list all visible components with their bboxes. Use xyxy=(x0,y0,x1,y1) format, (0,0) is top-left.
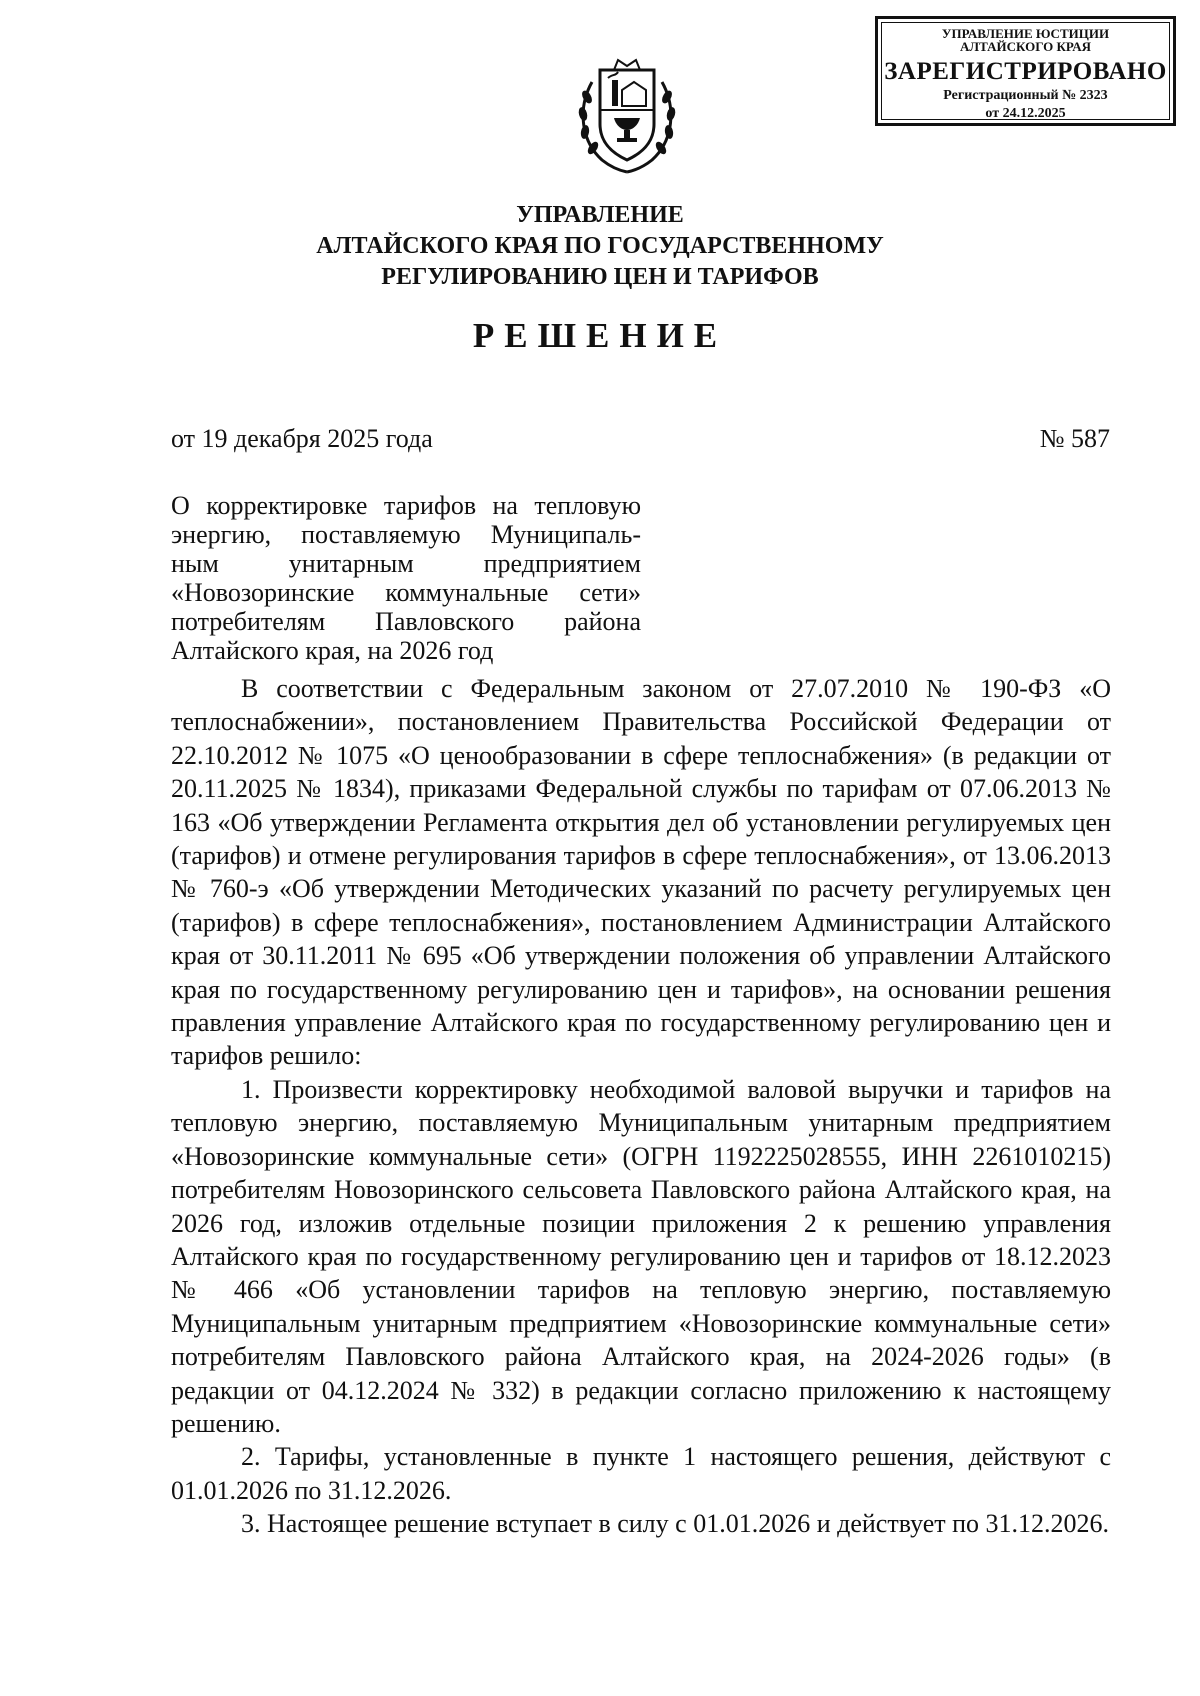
document-date: от 19 декабря 2025 года xyxy=(171,424,433,453)
document-subject: О корректировке тарифов на тепловую энергию, поставляемую Муниципаль- ным унитарным предприятием «Новозоринские коммунальные сети» потребителям Павловского района Алтайского края, на 2026 год xyxy=(171,491,641,665)
clause-1-paragraph: 1. Произвести корректировку необходимой валовой выручки и тарифов на тепловую энергию, поставляемую Муниципальным унитарным предприятием «Новозоринские коммунальные сети» (ОГРН 1192225028555, ИНН 2261010215) потребителям Новозоринского сельсовета Павловского района Алтайского края, на 2026 год, изложив отдельные позиции приложения 2 к решению управления Алтайского края по государственному регулированию цен и тарифов от 18.12.2023 № 466 «Об установлении тарифов на тепловую энергию, поставляемую Муниципальным унитарным предприятием «Новозоринские коммунальные сети» потребителям Павловского района Алтайского края, на 2024-2026 годы» (в редакции от 04.12.2024 № 332) в редакции согласно приложению к настоящему решению. xyxy=(171,1074,1111,1438)
stamp-org-line2: АЛТАЙСКОГО КРАЯ xyxy=(960,39,1091,54)
preamble-paragraph: В соответствии с Федеральным законом от 27.07.2010 № 190-ФЗ «О теплоснабжении», постановлением Правительства Российской Федерации от 22.10.2012 № 1075 «О ценообразовании в сфере теплоснабжения» (в редакции от 20.11.2025 № 1834), приказами Федеральной службы по тарифам от 07.06.2013 № 163 «Об утверждении Регламента открытия дел об установлении регулируемых цен (тарифов) и отмене регулирования тарифов в сфере теплоснабжения», от 13.06.2013 № 760-э «Об утверждении Методических указаний по расчету регулируемых цен (тарифов) в сфере теплоснабжения», постановлением Администрации Алтайского края от 30.11.2011 № 695 «Об утверждении положения об управлении Алтайского края по государственному регулированию цен и тарифов», на основании решения правления управление Алтайского края по государственному регулированию цен и тарифов решило: xyxy=(171,674,1111,1071)
stamp-reg-number: Регистрационный № 2323 xyxy=(943,88,1108,103)
stamp-status: ЗАРЕГИСТРИРОВАНО xyxy=(884,58,1167,85)
header-line1: УПРАВЛЕНИЕ xyxy=(516,202,684,228)
document-number: № 587 xyxy=(1039,424,1110,453)
issuing-authority xyxy=(0,200,1200,293)
header-line3: РЕГУЛИРОВАНИЮ ЦЕН И ТАРИФОВ xyxy=(381,264,819,290)
altai-krai-coat-of-arms-icon xyxy=(572,52,682,176)
document-body xyxy=(171,672,1111,1541)
clause-3-paragraph: 3. Настоящее решение вступает в силу с 01.01.2026 и действует по 31.12.2026. xyxy=(241,1509,1110,1539)
header-line2: АЛТАЙСКОГО КРАЯ ПО ГОСУДАРСТВЕННОМУ xyxy=(316,233,884,259)
stamp-org xyxy=(878,27,1173,53)
registration-stamp xyxy=(875,16,1176,126)
stamp-reg-date: от 24.12.2025 xyxy=(985,106,1066,121)
document-title: РЕШЕНИЕ xyxy=(472,316,728,355)
clause-2-paragraph: 2. Тарифы, установленные в пункте 1 настоящего решения, действуют с 01.01.2026 по 31.12.2026. xyxy=(171,1442,1111,1505)
stamp-org-line1: УПРАВЛЕНИЕ ЮСТИЦИИ xyxy=(941,26,1110,41)
